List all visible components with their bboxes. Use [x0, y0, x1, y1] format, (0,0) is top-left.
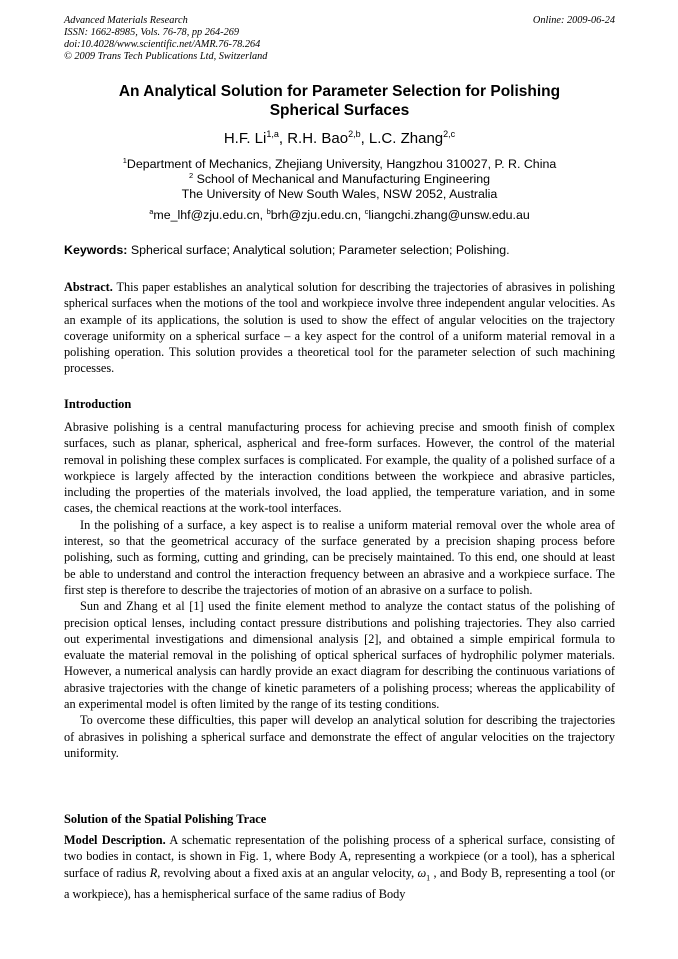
author-name: L.C. Zhang [368, 130, 444, 147]
paragraph: Abrasive polishing is a central manufacturing process for achieving precise and smooth finish of complex surfaces, such as planar, spherical, aspherical and free-form surfaces. However, the control of the material removal in polishing these complex surfaces is complicated. For example, the quality of a polished surface of a workpiece is largely affected by the interaction conditions between the workpiece and abrasive particles, including the properties of the materials involved, the load applied, the temperature variation, and in some cases, the chemical reactions at the work-tool interfaces. [64, 420, 615, 516]
email-link[interactable]: me_lhf@zju.edu.cn [153, 208, 260, 222]
affiliation-text: School of Mechanical and Manufacturing Engineering [193, 172, 491, 186]
email-marker: a [149, 206, 154, 216]
journal-doi: doi:10.4028/www.scientific.net/AMR.76-78.264 [64, 39, 261, 50]
omega-subscript: 1 [426, 873, 431, 883]
affiliation-1 [64, 157, 615, 172]
model-text: A schematic representation of the polishing process of a spherical surface, consisting of two bodies in contact, is shown in Fig. 1, where Body A, representing a workpiece (or a tool), has a spherical surface of radius [64, 833, 615, 880]
affiliation-2-line-2: The University of New South Wales, NSW 2052, Australia [181, 187, 498, 201]
online-date: Online: 2009-06-24 [532, 15, 615, 26]
journal-name: Advanced Materials Research [64, 15, 188, 26]
model-description-label: Model Description. [64, 833, 166, 847]
email-marker: c [364, 206, 369, 216]
keywords-label: Keywords: [64, 243, 128, 257]
paragraph: Sun and Zhang et al [1] used the finite element method to analyze the contact status of the polishing of precision optical lenses, including contact pressure distributions and polishing trajectories. They also carried out experimental investigations and dimensional analysis [2], and obtained a simple empirical formula to evaluate the material removal in the polishing of optical spherical surfaces of hydrophilic polymer materials. However, a numerical analysis can hardly provide an exact diagram for describing the continuous variations of abrasive trajectories with the change of kinetic parameters of a polishing process; whereas the applicability of an experimental model is often limited by the range of its testing conditions. [64, 599, 615, 712]
author-affiliation-marker: 1,a [266, 129, 279, 139]
affiliations [64, 157, 615, 202]
radius-symbol: R [149, 865, 158, 880]
affiliation-marker: 2 [188, 170, 194, 180]
section-heading-solution: Solution of the Spatial Polishing Trace [64, 812, 267, 826]
journal-issn: ISSN: 1662-8985, Vols. 76-78, pp 264-269 [64, 27, 240, 38]
author-emails: $^a$me_lhf@zju.edu.cn, $^b$brh@zju.edu.cn, $^c$liangchi.zhang@unsw.edu.au [149, 206, 530, 222]
paragraph: To overcome these difficulties, this paper will develop an analytical solution for describing the trajectories of abrasives in polishing a spherical surface and demonstrate the effect of angular velocities on the trajectory uniformity. [64, 713, 615, 760]
journal-header [64, 15, 615, 63]
email-link[interactable]: liangchi.zhang@unsw.edu.au [368, 208, 530, 222]
abstract-text: This paper establishes an analytical solution for describing the trajectories of abrasives in polishing spherical surfaces when the motions of the tool and workpiece involve three independent angular velocities. As an example of its applications, the solution is used to show the effect of angular velocities on the trajectory coverage uniformity on a spherical surface – a key aspect for the control of a uniform material removal in a polishing operation. This solution provides a theoretical tool for the parameter selection of such machining processes. [64, 280, 615, 376]
model-description [64, 832, 615, 903]
author-affiliation-marker: 2,c [443, 129, 456, 139]
author-list: H.F. Li$^{1,a}$, R.H. Bao$^{2,b}$, L.C. Zhang$^{2,c}$ [223, 129, 456, 147]
journal-copyright: © 2009 Trans Tech Publications Ltd, Switzerland [64, 51, 268, 62]
model-text: , and Body B, representing a tool (or a workpiece), has a hemispherical surface of the same radius of Body [64, 865, 615, 902]
keywords [64, 243, 615, 258]
paper-title [64, 82, 615, 120]
author-affiliation-marker: 2,b [348, 129, 361, 139]
abstract [64, 279, 615, 377]
email-link[interactable]: brh@zju.edu.cn [270, 208, 358, 222]
introduction-body [64, 419, 615, 761]
model-text: , revolving about a fixed axis at an angular velocity, [157, 865, 418, 880]
paragraph: In the polishing of a surface, a key aspect is to realise a uniform material removal over the whole area of interest, so that the geometrical accuracy of the surface generated by a precision shaping process before polishing, such as forming, cutting and grinding, can be precisely maintained. To this end, one should at least be able to understand and control the interaction frequency between an abrasive and a workpiece surface. The first step is therefore to describe the trajectories of motion of an abrasive on a surface to polish. [64, 517, 615, 597]
omega-symbol: ω [417, 865, 427, 880]
author-name: R.H. Bao [287, 130, 349, 147]
affiliation-2 [64, 172, 615, 187]
keywords-text: Spherical surface; Analytical solution; Parameter selection; Polishing. [130, 243, 510, 257]
paper-title-line: Spherical Surfaces [269, 102, 410, 119]
email-marker: b [266, 206, 271, 216]
abstract-label: Abstract. [64, 280, 113, 294]
paper-title-line: An Analytical Solution for Parameter Selection for Polishing [118, 83, 561, 100]
affiliation-marker: 1 [122, 155, 127, 165]
section-heading-introduction: Introduction [64, 397, 132, 411]
affiliation-text: Department of Mechanics, Zhejiang University, Hangzhou 310027, P. R. China [126, 157, 557, 171]
author-name: H.F. Li [223, 130, 267, 147]
